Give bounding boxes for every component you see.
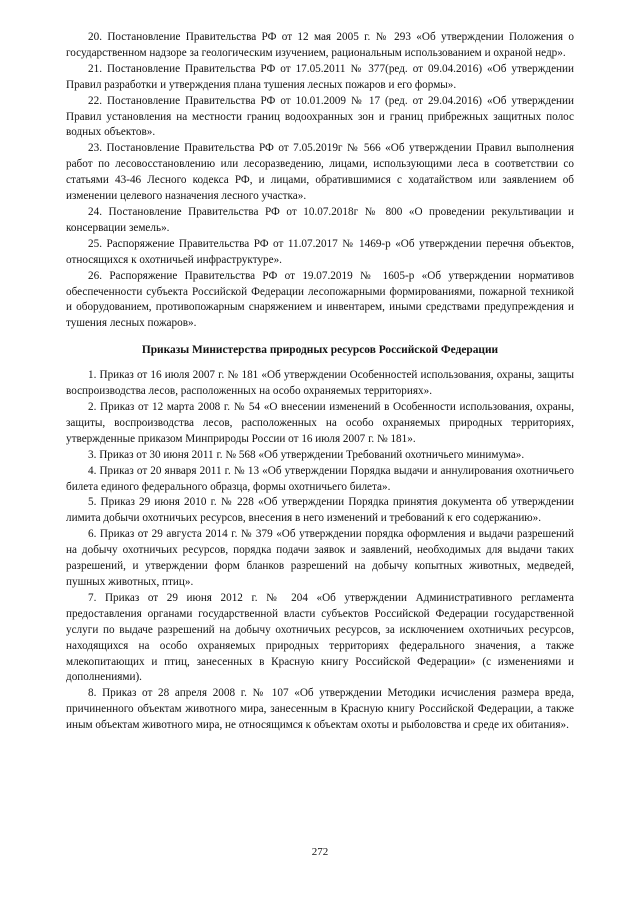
list-item: 7. Приказ от 29 июня 2012 г. № 204 «Об утверждении Административного регламента предоставления органами государственной власти субъектов Российской Федерации государственной услуги по выдаче разрешений на добычу охотничьих ресурсов, за исключением охотничьих ресурсов, находящихся на особо охраняемых природных территориях федерального значения, а также млекопитающих и птиц, занесенных в Красную книгу Российской Федерации» (с изменениями и дополнениями). — [66, 591, 574, 684]
list-item: 24. Постановление Правительства РФ от 10.07.2018г № 800 «О проведении рекультивации и консервации земель». — [66, 205, 574, 234]
list-item: 25. Распоряжение Правительства РФ от 11.07.2017 № 1469-р «Об утверждении перечня объектов, относящихся к охотничьей инфраструктуре». — [66, 237, 574, 266]
list-item: 26. Распоряжение Правительства РФ от 19.07.2019 № 1605-р «Об утверждении нормативов обеспеченности субъекта Российской Федерации лесопожарными формированиями, пожарной техникой и оборудованием, противопожарным снаряжением и инвентарем, иными средствами предупреждения и тушения лесных пожаров». — [66, 269, 574, 330]
list-item: 1. Приказ от 16 июля 2007 г. № 181 «Об утверждении Особенностей использования, охраны, защиты воспроизводства лесов, расположенных на особо охраняемых территориях». — [66, 369, 574, 398]
list-item: 6. Приказ от 29 августа 2014 г. № 379 «Об утверждении порядка оформления и выдачи разрешений на добычу охотничьих ресурсов, порядка подачи заявок и заявлений, необходимых для выдачи таких разрешений, и утверждении форм бланков разрешений на добычу копытных животных, медведей, пушных животных, птиц». — [66, 528, 574, 588]
ministry-orders-list — [66, 368, 574, 734]
list-item: 20. Постановление Правительства РФ от 12 мая 2005 г. № 293 «Об утверждении Положения о государственном надзоре за геологическим изучением, рациональным использованием и охраной недр». — [66, 31, 574, 59]
list-item: 2. Приказ от 12 марта 2008 г. № 54 «О внесении изменений в Особенности использования, охраны, защиты, воспроизводства лесов, расположенных на особо охраняемых природных территориях, утвержденные приказом Минприроды России от 16 июля 2007 г. № 181». — [66, 401, 574, 445]
list-item: 22. Постановление Правительства РФ от 10.01.2009 № 17 (ред. от 29.04.2016) «Об утверждении Правил установления на местности границ водоохранных зон и границ прибрежных защитных полос водных объектов». — [66, 94, 574, 139]
page-number: 272 — [311, 846, 329, 858]
list-item: 3. Приказ от 30 июня 2011 г. № 568 «Об утверждении Требований охотничьего минимума». — [88, 448, 525, 461]
list-item: 4. Приказ от 20 января 2011 г. № 13 «Об утверждении Порядка выдачи и аннулирования охотничьего билета единого федерального образца, формы охотничьего билета». — [66, 464, 574, 493]
list-item: 8. Приказ от 28 апреля 2008 г. № 107 «Об утверждении Методики исчисления размера вреда, причиненного объектам животного мира, занесенным в Красную книгу Российской Федерации, а также иным объектам животного мира, не относящимся к объектам охоты и рыболовства и среде их обитания». — [66, 687, 574, 732]
government-decrees-list — [66, 30, 574, 332]
list-item: 21. Постановление Правительства РФ от 17.05.2011 № 377(ред. от 09.04.2016) «Об утверждении Правил разработки и утверждения плана тушения лесных пожаров и его формы». — [66, 62, 574, 91]
list-item: 5. Приказ 29 июня 2010 г. № 228 «Об утверждении Порядка принятия документа об утверждении лимита добычи охотничьих ресурсов, внесения в него изменений и требований к его содержанию». — [66, 496, 574, 525]
section-heading: Приказы Министерства природных ресурсов Российской Федерации — [141, 344, 499, 357]
list-item: 23. Постановление Правительства РФ от 7.05.2019г № 566 «Об утверждении Правил выполнения работ по лесовосстановлению или лесоразведению, лицами, использующими леса в соответствии со статьями 43-46 Лесного кодекса РФ, и лицами, обратившимися с ходатайством или заявлением об изменении целевого назначения лесного участка». — [66, 142, 574, 203]
